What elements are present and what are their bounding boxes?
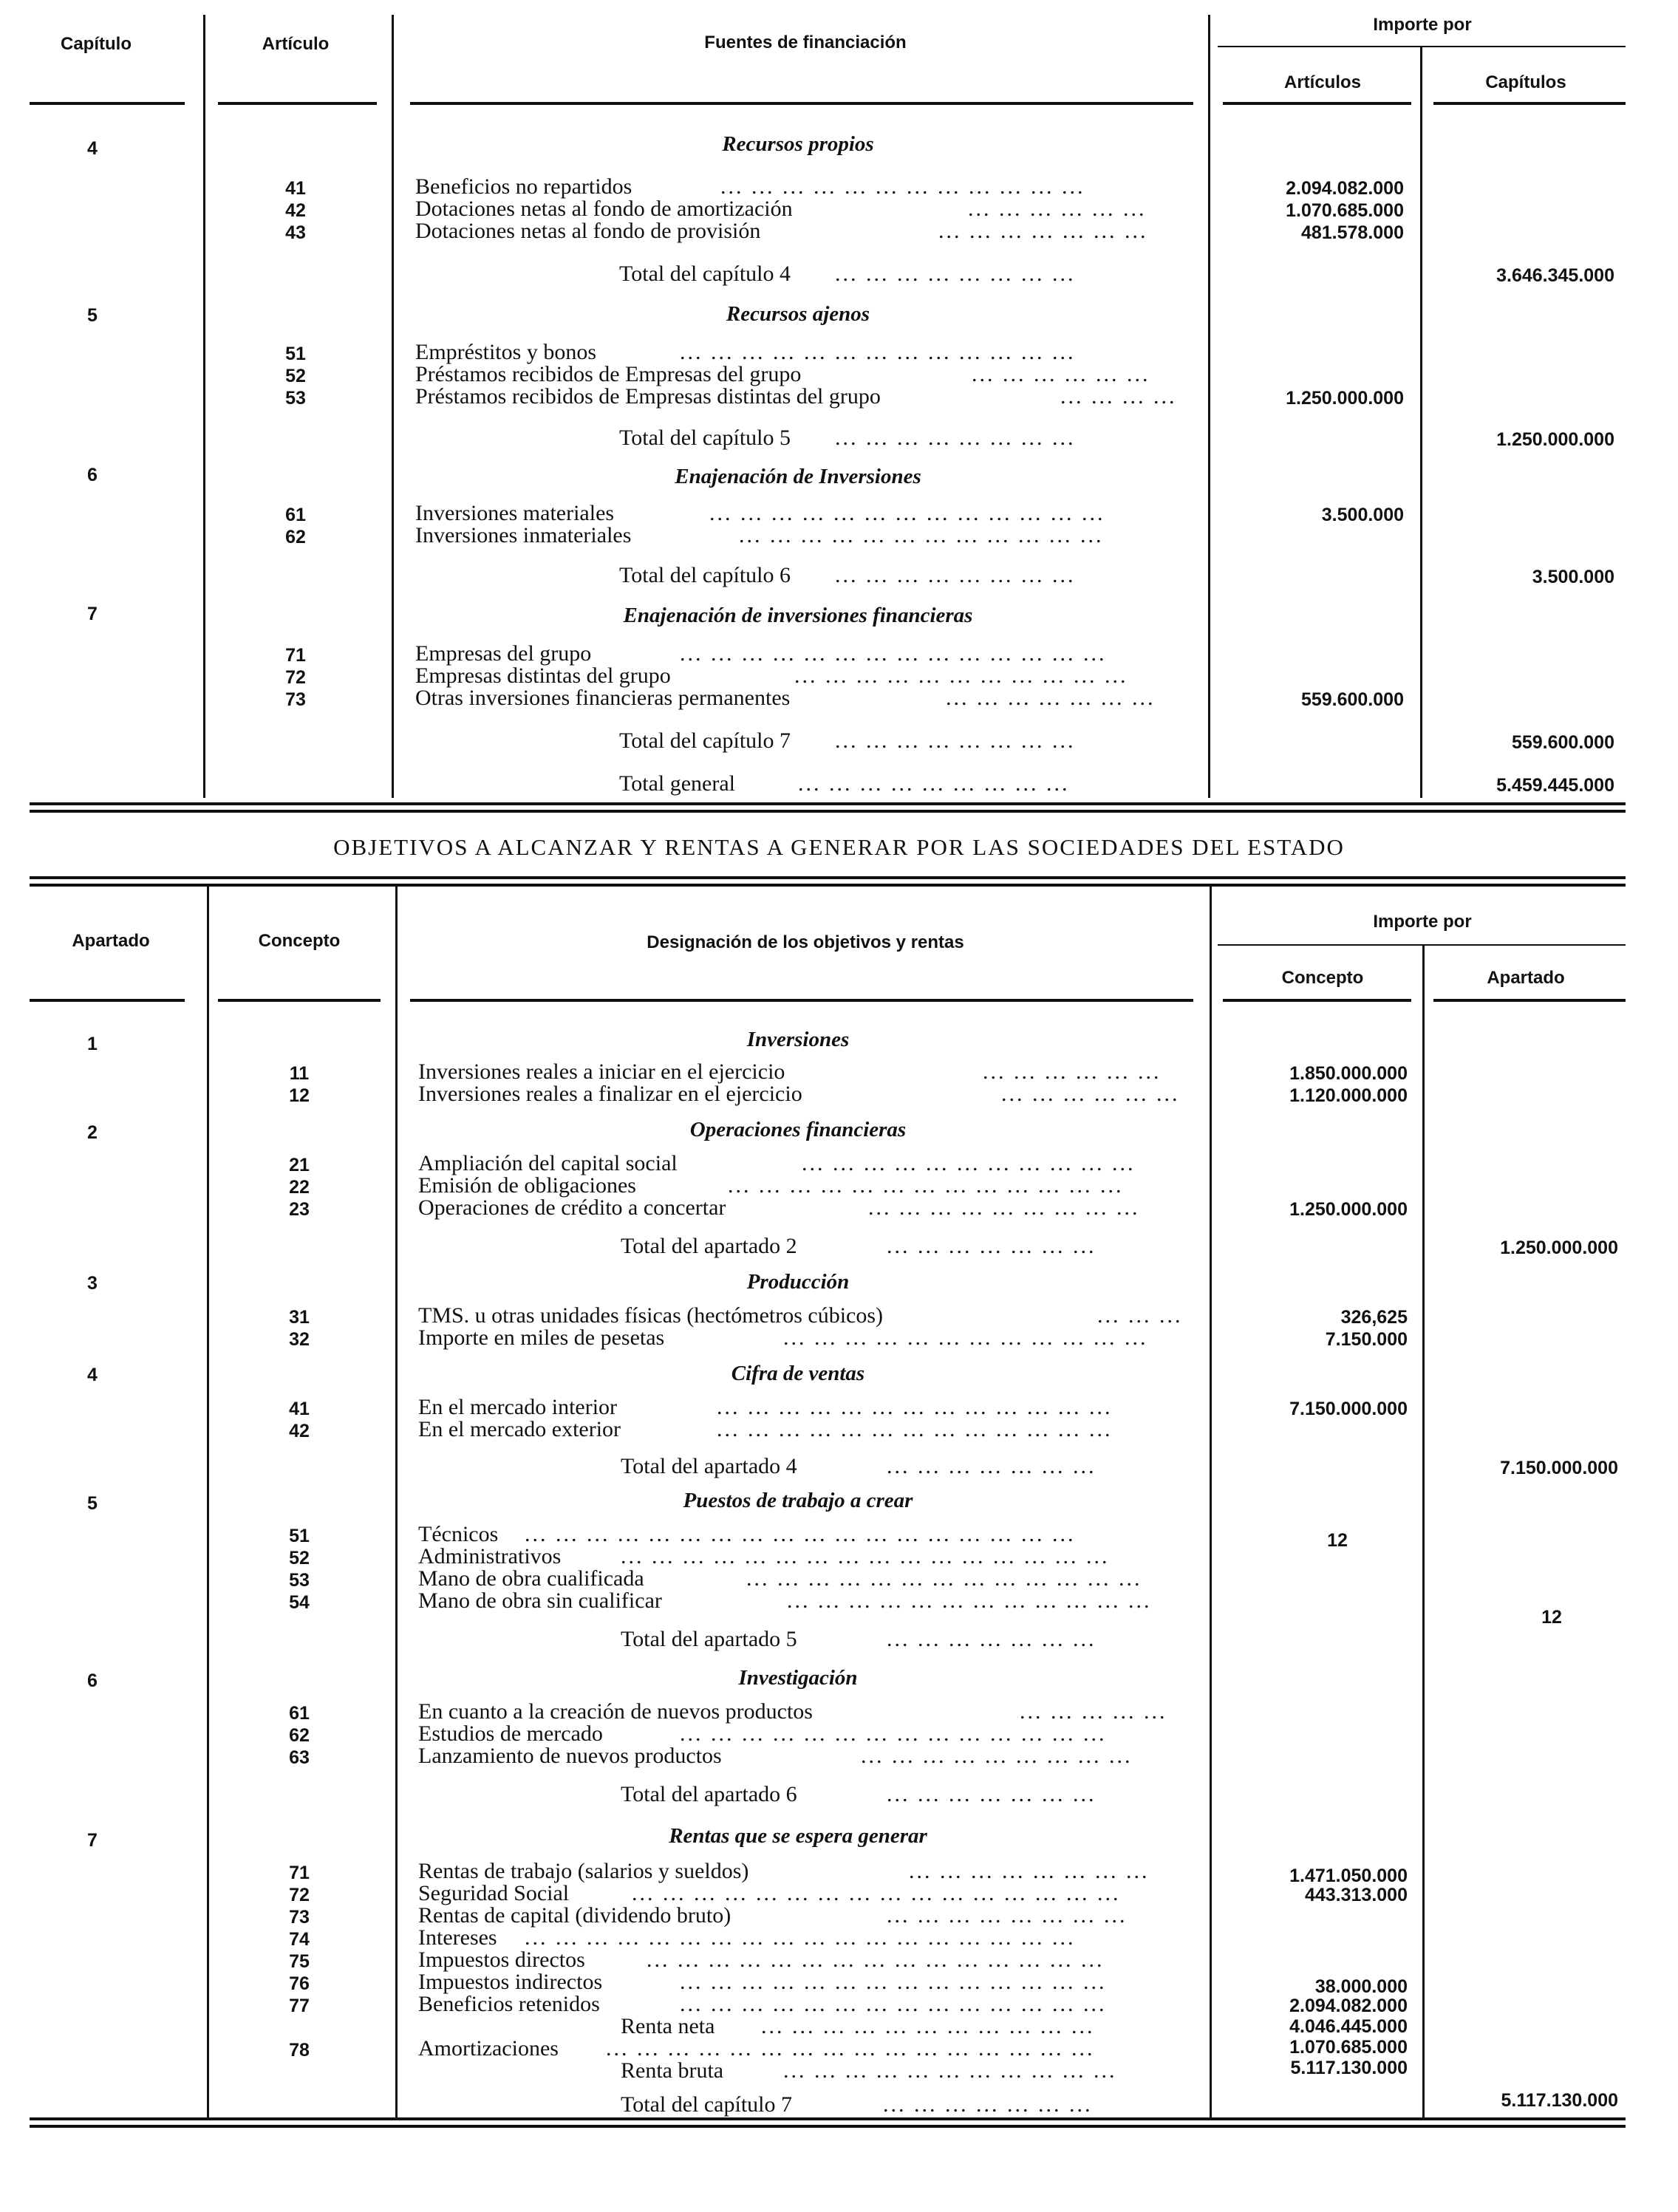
row-code: 73 <box>285 689 306 710</box>
row-code: 21 <box>289 1155 310 1175</box>
row-label: Técnicos <box>418 1522 499 1546</box>
column-divider <box>392 15 394 798</box>
row-code: 62 <box>285 527 306 547</box>
header-rule <box>30 102 185 105</box>
leader-dots: ... ... ... ... ... ... ... ... ... <box>868 1195 1140 1220</box>
apartado-number: 4 <box>87 1365 98 1385</box>
leader-dots: ... ... ... ... ... ... ... ... ... ... ... ... ... <box>680 340 1076 364</box>
row-code: 51 <box>289 1526 310 1546</box>
leader-dots: ... ... ... ... ... ... ... ... ... ... ... <box>802 1151 1136 1175</box>
row-label: Empresas del grupo <box>415 641 592 666</box>
column-divider <box>1422 944 1425 2120</box>
leader-dots: ... ... ... ... ... ... ... ... ... ... ... ... ... ... ... ... ... ... <box>525 1925 1076 1950</box>
leader-dots: ... ... ... ... ... ... ... ... ... ... ... ... <box>720 174 1085 199</box>
row-amount: 1.250.000.000 <box>1286 388 1404 409</box>
leader-dots: ... ... ... ... ... ... ... ... ... ... ... ... ... ... <box>680 1970 1107 1994</box>
row-code: 62 <box>289 1725 310 1746</box>
leader-dots: ... ... ... ... ... ... <box>972 362 1150 386</box>
leader-dots: ... ... ... ... ... ... ... ... ... ... ... <box>794 663 1128 688</box>
row-code: 75 <box>289 1951 310 1972</box>
row-amount: 326,625 <box>1340 1307 1408 1328</box>
row-label: Inversiones reales a iniciar en el ejercicio <box>418 1059 785 1084</box>
apartado-number: 3 <box>87 1273 98 1294</box>
header-concepto-col: Concepto <box>1281 968 1364 988</box>
row-label: Mano de obra sin cualificar <box>418 1588 662 1613</box>
row-amount: 12 <box>1327 1530 1348 1551</box>
leader-dots: ... ... ... ... ... ... <box>983 1059 1162 1084</box>
header-articulos: Artículos <box>1283 72 1361 92</box>
row-label: Inversiones materiales <box>415 501 615 525</box>
total-label: Total del capítulo 6 <box>619 563 791 587</box>
row-code: 41 <box>285 178 306 199</box>
column-divider <box>1420 46 1422 798</box>
row-code: 42 <box>289 1421 310 1441</box>
row-label: TMS. u otras unidades físicas (hectómetros cúbicos) <box>418 1303 884 1328</box>
apartado-number: 5 <box>87 1493 98 1514</box>
header-rule <box>1223 102 1411 105</box>
table-bottom-rule <box>30 810 1626 813</box>
total-amount: 3.646.345.000 <box>1496 265 1614 286</box>
row-code: 22 <box>289 1177 310 1198</box>
row-label: En el mercado exterior <box>418 1417 621 1441</box>
leader-dots: ... ... ... ... ... ... ... ... <box>887 1903 1128 1928</box>
section-heading: Rentas que se espera generar <box>669 1824 927 1848</box>
row-label: Ampliación del capital social <box>418 1151 678 1175</box>
leader-dots: ... ... ... ... <box>1060 384 1177 409</box>
subtotal-label: Renta neta <box>621 2014 715 2038</box>
subtotal-amount: 5.117.130.000 <box>1290 2058 1408 2078</box>
row-label: Préstamos recibidos de Empresas distintas del grupo <box>415 384 881 409</box>
section-heading: Inversiones <box>746 1028 850 1051</box>
row-amount: 2.094.082.000 <box>1286 178 1404 199</box>
leader-dots: ... ... ... ... ... ... <box>1001 1082 1180 1106</box>
header-importe-por: Importe por <box>1373 912 1472 932</box>
leader-dots: ... ... ... ... ... <box>1020 1699 1167 1724</box>
row-code: 41 <box>289 1399 310 1419</box>
section-heading: Recursos propios <box>722 132 874 156</box>
total-label: Total del capítulo 7 <box>621 2092 793 2117</box>
header-rule <box>1433 999 1626 1002</box>
leader-dots: ... ... ... ... ... ... <box>968 197 1147 221</box>
row-code: 73 <box>289 1907 310 1928</box>
row-code: 76 <box>289 1973 310 1994</box>
row-code: 43 <box>285 222 306 243</box>
apartado-number: 1 <box>87 1034 98 1054</box>
row-label: Impuestos indirectos <box>418 1970 603 1994</box>
row-label: Empresas distintas del grupo <box>415 663 671 688</box>
leader-dots: ... ... ... ... ... ... ... ... <box>835 426 1076 450</box>
row-label: En el mercado interior <box>418 1395 618 1419</box>
table-bottom-rule <box>30 802 1626 805</box>
section-title: OBJETIVOS A ALCANZAR Y RENTAS A GENERAR POR LAS SOCIEDADES DEL ESTADO <box>333 834 1345 860</box>
section-heading: Enajenación de Inversiones <box>675 465 921 488</box>
row-label: Inversiones reales a finalizar en el ejercicio <box>418 1082 802 1106</box>
header-articulo: Artículo <box>262 34 330 54</box>
column-divider <box>207 887 209 2120</box>
apartado-number: 2 <box>87 1122 98 1143</box>
total-label: Total del capítulo 4 <box>619 262 791 286</box>
row-code: 53 <box>289 1570 310 1591</box>
leader-dots: ... ... ... ... ... ... ... ... <box>835 262 1076 286</box>
row-code: 53 <box>285 388 306 409</box>
total-label: Total del apartado 6 <box>621 1782 797 1806</box>
column-divider <box>395 887 398 2120</box>
row-amount: 1.250.000.000 <box>1289 1199 1408 1220</box>
row-amount: 7.150.000.000 <box>1289 1399 1408 1419</box>
leader-dots: ... ... ... ... ... ... ... ... ... ... ... ... <box>739 523 1104 547</box>
leader-dots: ... ... ... ... ... ... ... ... ... ... ... ... ... ... <box>680 1992 1107 2016</box>
row-code: 63 <box>289 1747 310 1768</box>
row-code: 51 <box>285 344 306 364</box>
row-amount: 1.070.685.000 <box>1289 2037 1408 2058</box>
row-label: Lanzamiento de nuevos productos <box>418 1744 722 1768</box>
leader-dots: ... ... ... ... ... ... ... ... ... ... ... ... ... ... ... <box>647 1948 1105 1972</box>
row-code: 72 <box>289 1885 310 1905</box>
total-amount: 1.250.000.000 <box>1500 1238 1618 1258</box>
section-heading: Puestos de trabajo a crear <box>683 1489 913 1512</box>
leader-dots: ... ... ... ... ... ... ... ... ... ... ... <box>761 2014 1095 2038</box>
total-label: Total del apartado 2 <box>621 1234 797 1258</box>
row-label: Seguridad Social <box>418 1881 570 1905</box>
leader-dots: ... ... ... ... ... ... ... ... ... ... ... ... ... <box>717 1417 1113 1441</box>
header-apartado: Apartado <box>72 931 150 951</box>
row-label: Impuestos directos <box>418 1948 585 1972</box>
header-rule <box>30 999 185 1002</box>
row-label: Dotaciones netas al fondo de provisión <box>415 219 761 243</box>
total-amount: 559.600.000 <box>1511 732 1614 753</box>
table-top-rule <box>30 884 1626 887</box>
table-bottom-rule <box>30 2117 1626 2120</box>
leader-dots: ... ... ... ... ... ... ... <box>946 686 1156 710</box>
row-label: Otras inversiones financieras permanentes <box>415 686 791 710</box>
header-capitulos: Capítulos <box>1485 72 1566 92</box>
row-code: 61 <box>285 505 306 525</box>
row-code: 52 <box>289 1548 310 1568</box>
row-code: 71 <box>289 1863 310 1883</box>
subtotal-label: Renta bruta <box>621 2058 724 2083</box>
apartado-number: 7 <box>87 1830 98 1851</box>
capitulo-number: 7 <box>87 604 98 624</box>
leader-dots: ... ... ... ... ... ... ... <box>887 1234 1097 1258</box>
row-amount: 2.094.082.000 <box>1289 1996 1408 2016</box>
leader-dots: ... ... ... ... ... ... ... <box>887 1782 1097 1806</box>
leader-dots: ... ... ... ... ... ... ... ... ... ... ... ... <box>783 1325 1148 1350</box>
section-heading: Recursos ajenos <box>726 302 870 326</box>
row-amount: 559.600.000 <box>1300 689 1404 710</box>
row-code: 74 <box>289 1929 310 1950</box>
leader-dots: ... ... ... ... ... ... ... <box>883 2092 1093 2117</box>
row-label: Rentas de trabajo (salarios y sueldos) <box>418 1859 749 1883</box>
leader-dots: ... ... ... ... ... ... ... ... ... <box>861 1744 1133 1768</box>
leader-dots: ... ... ... ... ... ... ... ... ... ... ... ... ... <box>717 1395 1113 1419</box>
leader-dots: ... ... ... ... ... ... ... <box>938 219 1148 243</box>
row-code: 71 <box>285 645 306 666</box>
section-heading: Investigación <box>738 1666 858 1690</box>
row-amount: 38.000.000 <box>1314 1976 1408 1997</box>
row-code: 77 <box>289 1996 310 2016</box>
capitulo-number: 5 <box>87 305 98 326</box>
table-top-rule <box>30 876 1626 879</box>
row-label: Estudios de mercado <box>418 1721 603 1746</box>
total-label: Total del apartado 5 <box>621 1627 797 1651</box>
total-label: Total del apartado 4 <box>621 1454 797 1478</box>
leader-dots: ... ... ... ... ... ... ... ... ... ... ... ... ... ... <box>680 1721 1107 1746</box>
total-label: Total del capítulo 7 <box>619 728 791 753</box>
leader-dots: ... ... ... ... ... ... ... <box>887 1627 1097 1651</box>
total-label: Total del capítulo 5 <box>619 426 791 450</box>
header-rule <box>218 102 377 105</box>
row-label: Empréstitos y bonos <box>415 340 596 364</box>
header-capitulo: Capítulo <box>61 34 132 54</box>
header-rule <box>410 102 1193 105</box>
total-amount: 7.150.000.000 <box>1500 1458 1618 1478</box>
row-label: Importe en miles de pesetas <box>418 1325 665 1350</box>
row-label: Emisión de obligaciones <box>418 1173 636 1198</box>
row-code: 78 <box>289 2040 310 2061</box>
section-heading: Producción <box>746 1270 850 1294</box>
row-code: 23 <box>289 1199 310 1220</box>
leader-dots: ... ... ... ... ... ... ... ... <box>835 563 1076 587</box>
total-amount: 3.500.000 <box>1532 567 1614 587</box>
row-code: 52 <box>285 366 306 386</box>
row-amount: 1.471.050.000 <box>1289 1865 1408 1886</box>
leader-dots: ... ... ... <box>1097 1303 1183 1328</box>
row-label: Intereses <box>418 1925 497 1950</box>
column-divider <box>203 15 205 798</box>
header-apartado-col: Apartado <box>1487 968 1565 988</box>
row-amount: 1.120.000.000 <box>1289 1085 1408 1106</box>
row-code: 72 <box>285 667 306 688</box>
section-heading: Enajenación de inversiones financieras <box>623 604 973 627</box>
leader-dots: ... ... ... ... ... ... ... ... <box>909 1859 1150 1883</box>
row-code: 12 <box>289 1085 310 1106</box>
row-amount: 1.850.000.000 <box>1289 1063 1408 1084</box>
row-amount: 3.500.000 <box>1321 505 1404 525</box>
row-label: En cuanto a la creación de nuevos productos <box>418 1699 813 1724</box>
header-concepto: Concepto <box>258 931 341 951</box>
leader-dots: ... ... ... ... ... ... ... ... ... <box>798 771 1070 796</box>
row-label: Administrativos <box>418 1544 562 1568</box>
leader-dots: ... ... ... ... ... ... ... ... <box>835 728 1076 753</box>
leader-dots: ... ... ... ... ... ... ... ... ... ... ... ... ... <box>728 1173 1124 1198</box>
column-divider <box>1208 15 1210 798</box>
row-label: Rentas de capital (dividendo bruto) <box>418 1903 731 1928</box>
row-label: Mano de obra cualificada <box>418 1566 644 1591</box>
leader-dots: ... ... ... ... ... ... ... ... ... ... ... ... ... ... ... ... <box>606 2036 1095 2061</box>
header-rule <box>1223 999 1411 1002</box>
row-amount: 7.150.000 <box>1325 1329 1408 1350</box>
row-label: Beneficios retenidos <box>418 1992 600 2016</box>
leader-dots: ... ... ... ... ... ... ... ... ... ... ... ... ... ... ... ... <box>632 1881 1121 1905</box>
leader-dots: ... ... ... ... ... ... ... ... ... ... ... ... ... ... ... ... <box>621 1544 1110 1568</box>
row-label: Amortizaciones <box>418 2036 559 2061</box>
leader-dots: ... ... ... ... ... ... ... ... ... ... ... <box>783 2058 1117 2083</box>
leader-dots: ... ... ... ... ... ... ... ... ... ... ... ... ... ... ... ... ... ... <box>525 1522 1076 1546</box>
header-rule <box>410 999 1193 1002</box>
row-amount: 481.578.000 <box>1300 222 1404 243</box>
capitulo-number: 4 <box>87 138 98 159</box>
leader-dots: ... ... ... ... ... ... ... ... ... ... ... ... ... ... <box>680 641 1107 666</box>
row-label: Préstamos recibidos de Empresas del grupo <box>415 362 802 386</box>
total-amount: 5.117.130.000 <box>1501 2090 1618 2111</box>
row-amount: 1.070.685.000 <box>1286 200 1404 221</box>
header-designacion: Designación de los objetivos y rentas <box>647 932 964 952</box>
row-code: 11 <box>289 1063 310 1084</box>
capitulo-number: 6 <box>87 465 98 485</box>
section-heading: Cifra de ventas <box>731 1362 865 1385</box>
row-label: Inversiones inmateriales <box>415 523 632 547</box>
leader-dots: ... ... ... ... ... ... ... <box>887 1454 1097 1478</box>
header-importe-por: Importe por <box>1373 15 1472 35</box>
total-general-label: Total general <box>619 771 735 796</box>
total-amount: 1.250.000.000 <box>1496 429 1614 450</box>
total-amount: 12 <box>1541 1607 1562 1628</box>
header-rule <box>218 999 381 1002</box>
row-label: Dotaciones netas al fondo de amortización <box>415 197 793 221</box>
row-label: Beneficios no repartidos <box>415 174 632 199</box>
header-fuentes: Fuentes de financiación <box>704 33 907 52</box>
leader-dots: ... ... ... ... ... ... ... ... ... ... ... ... ... <box>746 1566 1142 1591</box>
table-bottom-rule <box>30 2125 1626 2128</box>
leader-dots: ... ... ... ... ... ... ... ... ... ... ... ... ... <box>709 501 1105 525</box>
subtotal-amount: 4.046.445.000 <box>1289 2016 1408 2037</box>
row-code: 31 <box>289 1307 310 1328</box>
row-code: 42 <box>285 200 306 221</box>
header-rule <box>1433 102 1626 105</box>
apartado-number: 6 <box>87 1670 98 1691</box>
row-amount: 443.313.000 <box>1304 1885 1408 1905</box>
row-label: Operaciones de crédito a concertar <box>418 1195 726 1220</box>
row-code: 32 <box>289 1329 310 1350</box>
leader-dots: ... ... ... ... ... ... ... ... ... ... ... ... <box>787 1588 1152 1613</box>
total-general-amount: 5.459.445.000 <box>1496 775 1614 796</box>
row-code: 61 <box>289 1703 310 1724</box>
header-rule <box>1218 944 1626 946</box>
row-code: 54 <box>289 1592 310 1613</box>
section-heading: Operaciones financieras <box>689 1118 907 1141</box>
